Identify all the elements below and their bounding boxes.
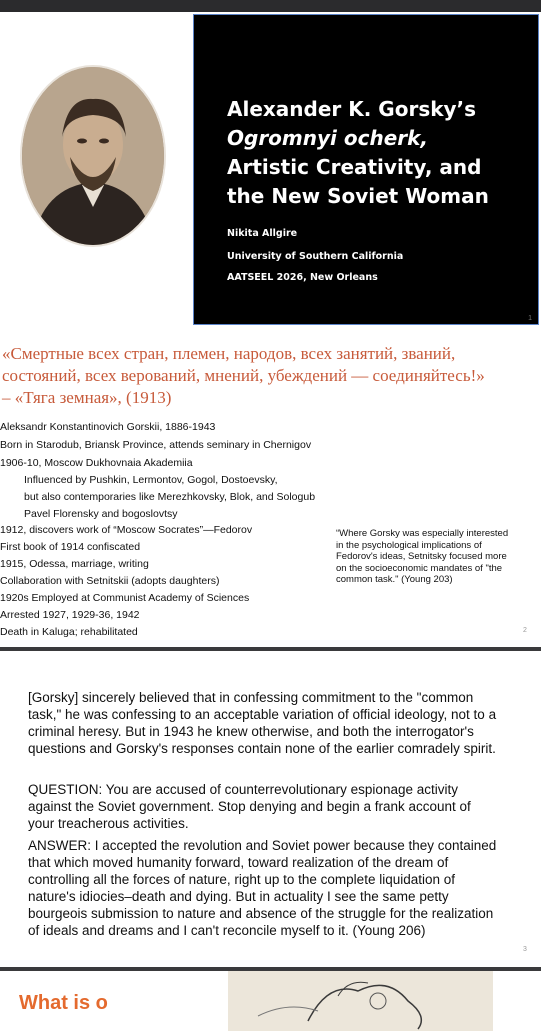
page-number: 1 [528,315,532,322]
page-number: 3 [523,946,527,953]
bio-item: 1912, discovers work of “Moscow Socrates”—Fedorov [0,524,253,536]
slide-3[interactable] [0,651,541,967]
quote-line-2: состояний, всех верований, мнений, убеждений — соединяйтесь!» [2,366,485,385]
bio-item: 1915, Odessa, marriage, writing [0,558,149,570]
slide-2[interactable] [0,327,541,647]
paragraph-gorsky: [Gorsky] sincerely believed that in confessing commitment to the "common task," he was confessing to an acceptable variation of official ideology, not to a criminal heresy. But in 1943 he knew otherwise, and both the interrogator's questions and Gorsky's responses contain none of the earlier comradely spirit. [28,690,497,756]
bio-item: Influenced by Pushkin, Lermontov, Gogol, Dostoevsky, [24,474,278,486]
title-line-4: the New Soviet Woman [227,184,489,208]
bio-item: Collaboration with Setnitskii (adopts daughters) [0,575,220,587]
bio-item: Arrested 1927, 1929-36, 1942 [0,609,140,621]
conference-name: AATSEEL 2026, New Orleans [227,272,378,283]
bio-item: Death in Kaluga; rehabilitated [0,626,138,638]
slide-4[interactable] [0,971,541,1031]
title-panel [193,14,539,325]
portrait-image [22,67,164,245]
page-number: 2 [523,627,527,634]
author-affiliation: University of Southern California [227,251,404,262]
slide-1[interactable] [0,12,541,327]
portrait-panel [0,12,193,327]
author-name: Nikita Allgire [227,228,298,239]
sketch-image [228,971,493,1031]
bio-item: Aleksandr Konstantinovich Gorskii, 1886-1943 [0,421,216,433]
russian-quote [2,343,538,409]
paragraph-question: QUESTION: You are accused of counterrevolutionary espionage activity against the Soviet government. Stop denying and begin a frank account of your treacherous activities. [28,782,471,831]
bio-item: Pavel Florensky and bogoslovtsy [24,508,178,520]
quote-line-3: – «Тяга земная», (1913) [2,388,172,407]
young-quote: “Where Gorsky was especially interested in the psychological implications of Fedorov's ideas, Setnitsky focused more on the socioeconomic mandates of "the common task." (Young 203) [336,528,509,585]
quote-line-1: «Смертные всех стран, племен, народов, всех занятий, званий, [2,344,456,363]
bio-item: 1920s Employed at Communist Academy of Sciences [0,592,250,604]
bio-item: 1906-10, Moscow Dukhovnaia Akademiia [0,457,193,469]
top-bar [0,0,541,12]
bio-item: but also contemporaries like Merezhkovsky, Blok, and Sologub [24,491,316,503]
title-line-1: Alexander K. Gorsky’s [227,97,477,121]
presentation-title [227,95,527,211]
title-line-3: Artistic Creativity, and [227,155,482,179]
bio-item: Born in Starodub, Briansk Province, attends seminary in Chernigov [0,439,312,451]
title-italic: Ogromnyi ocherk, [227,126,429,150]
bio-item: First book of 1914 confiscated [0,541,141,553]
paragraph-answer: ANSWER: I accepted the revolution and Soviet power because they contained that which moved humanity forward, toward realization of the dream of controlling all the forces of nature, right up to the complete liquidation of nature's idiocies–death and dying. But in actuality I see the same petty bourgeois submission to nature and absence of the struggle for the realization of ideals and dreams and I can't reconcile myself to it. (Young 206) [28,838,497,938]
slide-4-title: What is o [19,992,108,1014]
title-line-2 [227,124,527,153]
